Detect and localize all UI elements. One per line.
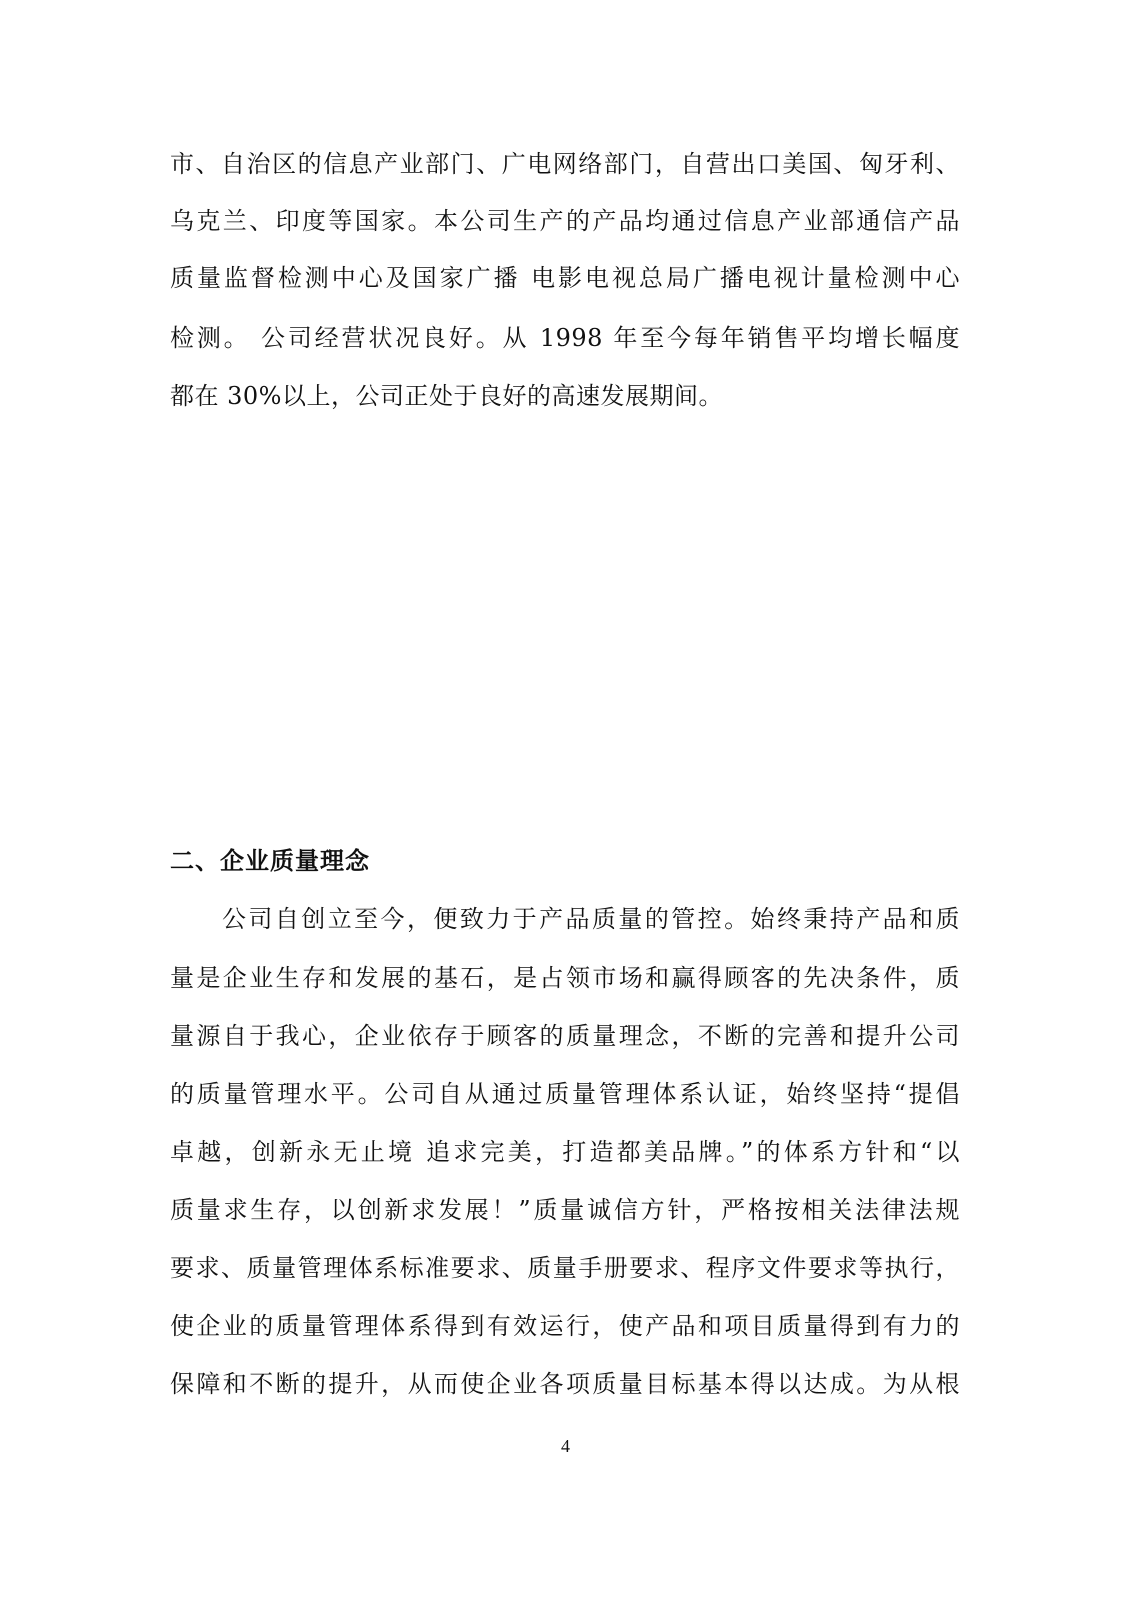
paragraph-line: 公司自创立至今，便致力于产品质量的管控。始终秉持产品和质 — [222, 905, 960, 933]
paragraph-line: 的质量管理水平。公司自从通过质量管理体系认证，始终坚持“提倡 — [170, 1080, 960, 1108]
paragraph-line: 市、自治区的信息产业部门、广电网络部门，自营出口美国、匈牙利、 — [170, 150, 960, 178]
paragraph-line: 都在 30%以上，公司正处于良好的高速发展期间。 — [170, 382, 723, 410]
paragraph-line: 量是企业生存和发展的基石，是占领市场和赢得顾客的先决条件，质 — [170, 964, 960, 992]
paragraph-line: 量源自于我心，企业依存于顾客的质量理念，不断的完善和提升公司 — [170, 1022, 960, 1050]
paragraph-line: 保障和不断的提升，从而使企业各项质量目标基本得以达成。为从根 — [170, 1370, 960, 1398]
paragraph-line: 质量求生存，以创新求发展！”质量诚信方针，严格按相关法律法规 — [170, 1196, 960, 1224]
paragraph-line: 检测。 公司经营状况良好。从 1998 年至今每年销售平均增长幅度 — [170, 324, 960, 352]
paragraph-line: 质量监督检测中心及国家广播 电影电视总局广播电视计量检测中心 — [170, 264, 960, 292]
paragraph-line: 使企业的质量管理体系得到有效运行，使产品和项目质量得到有力的 — [170, 1312, 960, 1340]
section-heading: 二、企业质量理念 — [170, 847, 370, 875]
paragraph-line: 要求、质量管理体系标准要求、质量手册要求、程序文件要求等执行， — [170, 1254, 960, 1282]
page-number: 4 — [561, 1436, 570, 1456]
paragraph-line: 乌克兰、印度等国家。本公司生产的产品均通过信息产业部通信产品 — [170, 207, 960, 235]
paragraph-line: 卓越，创新永无止境 追求完美，打造都美品牌。”的体系方针和“以 — [170, 1138, 960, 1166]
